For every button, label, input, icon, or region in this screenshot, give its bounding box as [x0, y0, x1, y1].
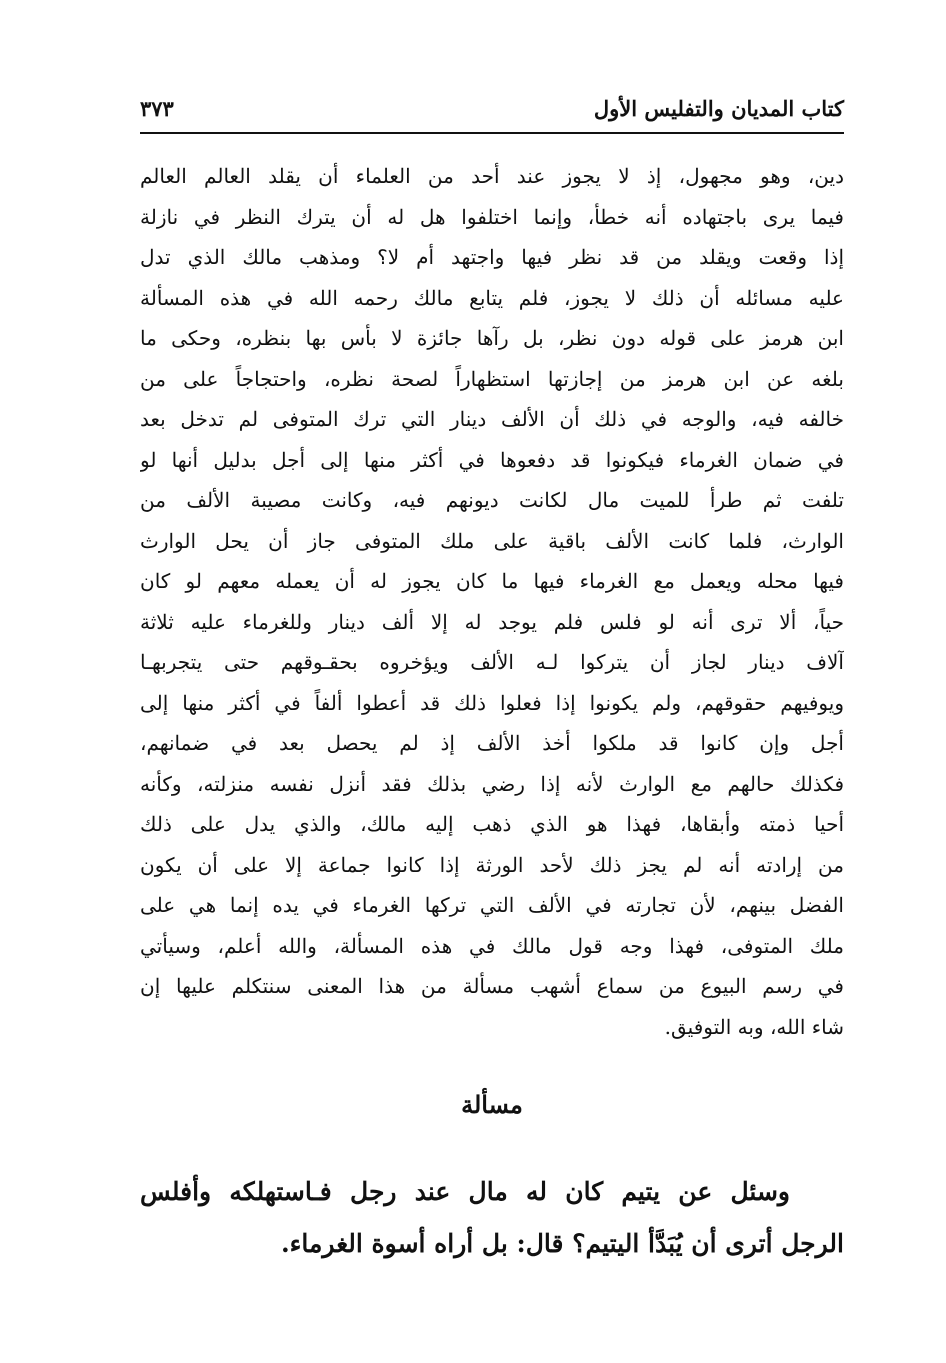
text-line: فيما يرى باجتهاده أنه خطأ، وإنما اختلفوا هل له أن يترك النظر في نازلة [140, 204, 844, 229]
text-line: خالفه فيه، والوجه في ذلك أن الألف دينار التي ترك المتوفى لم تدخل بعد [140, 407, 844, 431]
text-line: فكذلك حالهم مع الوارث لأنه إذا رضي بذلك فقد أنزل نفسه منزلته، وكأنه [140, 771, 844, 796]
text-line: أحيا ذمته وأبقاها، فهذا هو الذي ذهب إليه مالك، والذي يدل على ذلك [140, 812, 844, 836]
text-line: عليه مسائله أن ذلك لا يجوز، فلم يتابع مالك رحمه الله في هذه المسألة [140, 285, 844, 310]
section-heading: مسألة [461, 1090, 523, 1119]
body-paragraph [140, 156, 844, 1047]
text-line: فيها محله ويعمل مع الغرماء فيها ما كان يجوز له أن يعمله معهم لو كان [140, 569, 844, 593]
text-line: الفضل بينهم، لأن تجارته في الألف التي تركها الغرماء في يده إنما هي على [140, 893, 844, 917]
page-header [140, 92, 844, 134]
text-line: تلفت ثم طرأ للميت مال لكانت ديونهم فيه، وكانت مصيبة الألف من [140, 488, 844, 512]
text-line: إذا وقعت ويقلد من قد نظر فيها واجتهد أم لا؟ ومذهب مالك الذي تدل [140, 245, 844, 269]
text-line: دين، وهو مجهول، إذ لا يجوز عند أحد من العلماء أن يقلد العالم العالم [140, 164, 844, 188]
text-line: الوارث، فلما كانت الألف باقية على ملك المتوفى جاز أن يحل الوارث [140, 528, 844, 553]
text-line: أجل وإن كانوا قد ملكوا أخذ الألف إذ لم يحصل بعد في ضمانهم، [140, 731, 844, 755]
question-paragraph [140, 1166, 844, 1270]
text-line: في ضمان الغرماء فيكونوا قد دفعوها في أكثر منها إلى أجل بدليل أنها لو [140, 447, 844, 472]
question-line: الرجل أترى أن يُبَدَّأ اليتيم؟ قال: بل أراه أسوة الغرماء. [280, 1229, 844, 1258]
running-title: كتاب المديان والتفليس الأول [593, 96, 844, 121]
text-line: ملك المتوفى، فهذا وجه قول مالك في هذه المسألة، والله أعلم، وسيأتي [140, 933, 844, 958]
text-line: شاء الله، وبه التوفيق. [664, 1014, 844, 1039]
text-line: ويوفيهم حقوقهم، ولم يكونوا إذا فعلوا ذلك قد أعطوا ألفاً في أكثر منها إلى [140, 690, 844, 715]
text-line: ابن هرمز على قوله دون نظر، بل رآها جائزة لا بأس بها بنظره، وحكى ما [140, 326, 844, 350]
text-line: في رسم البيوع من سماع أشهب مسألة من هذا المعنى سنتكلم عليها إن [140, 974, 844, 998]
question-line: وسئل عن يتيم كان له مال عند رجل فـاستهلكه وأفلس [140, 1177, 790, 1206]
page-number: ٣٧٣ [140, 96, 174, 121]
text-line: بلغه عن ابن هرمز من إجازتها استظهاراً لصحة نظره، واحتجاجاً على من [140, 366, 844, 391]
text-line: حياً، ألا ترى أنه لو فلس فلم يوجد له إلا ألف دينار وللغرماء عليه ثلاثة [140, 609, 844, 634]
text-line: آلاف دينار لجاز أن يتركوا لـه الألف ويؤخروه بحقـوقهم حتى يتجربهـا [140, 650, 844, 674]
text-line: من إرادته أنه لم يجز ذلك لأحد الورثة إذا كانوا جماعة إلا على أن يكون [140, 852, 844, 877]
